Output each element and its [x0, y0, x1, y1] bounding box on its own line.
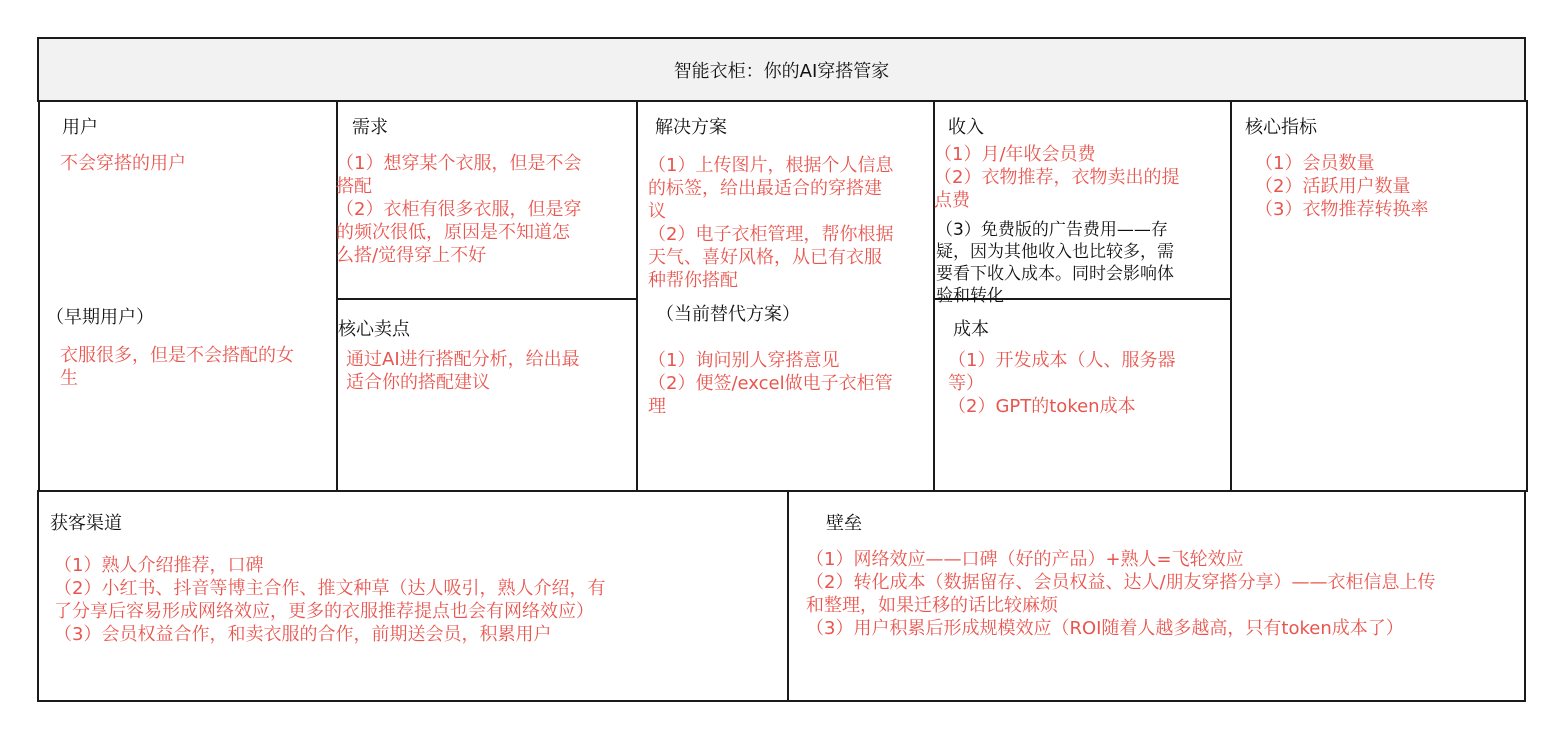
needs-text: （1）想穿某个衣服，但是不会 搭配 （2）衣柜有很多衣服，但是穿 的频次很低，原因是不知道怎 么搭/觉得穿上不好	[336, 153, 582, 266]
selling-point-text: 通过AI进行搭配分析，给出最 适合你的搭配建议	[346, 349, 580, 393]
canvas-title: 智能衣柜：你的AI穿搭管家	[673, 60, 890, 82]
needs-heading: 需求	[352, 117, 388, 138]
solution-heading: 解决方案	[655, 117, 727, 138]
alt-solution-heading: （当前替代方案）	[656, 304, 800, 325]
revenue-heading: 收入	[948, 117, 984, 138]
metrics-text: （1）会员数量 （2）活跃用户数量 （3）衣物推荐转换率	[1255, 153, 1429, 220]
early-user-text: 衣服很多，但是不会搭配的女 生	[60, 345, 294, 389]
barrier-text: （1）网络效应——口碑（好的产品）+熟人=飞轮效应 （2）转化成本（数据留存、会员权益、达人/朋友穿搭分享）——衣柜信息上传 和整理，如果迁移的话比较麻烦 （3）用户积累后形成规模效应（ROI随着人越多越高，只有token成本了）	[806, 549, 1436, 639]
revenue-text: （1）月/年收会员费 （2）衣物推荐，衣物卖出的提 点费	[934, 144, 1180, 211]
cost-text: （1）开发成本（人、服务器 等） （2）GPT的token成本	[948, 350, 1176, 417]
revenue-note: （3）免费版的广告费用——存 疑，因为其他收入也比较多，需 要看下收入成本。同时会影响体 验和转化	[936, 220, 1174, 306]
alt-solution-text: （1）询问别人穿搭意见 （2）便签/excel做电子衣柜管 理	[648, 350, 893, 417]
early-user-heading: （早期用户）	[46, 307, 154, 328]
channels-text: （1）熟人介绍推荐，口碑 （2）小红书、抖音等博主合作、推文种草（达人吸引，熟人介绍，有 了分享后容易形成网络效应，更多的衣服推荐提点也会有网络效应） （3）会员权益合作，和卖衣服的合作，前期送会员，积累用户	[54, 555, 606, 645]
selling-point-heading: 核心卖点	[338, 319, 410, 340]
canvas-title-box	[37, 37, 1526, 102]
metrics-heading: 核心指标	[1245, 117, 1317, 138]
user-target: 不会穿搭的用户	[60, 153, 186, 174]
cost-heading: 成本	[953, 319, 989, 340]
solution-text: （1）上传图片，根据个人信息 的标签，给出最适合的穿搭建 议 （2）电子衣柜管理，帮你根据 天气、喜好风格，从已有衣服 种帮你搭配	[648, 155, 894, 291]
channels-heading: 获客渠道	[50, 513, 122, 534]
user-heading: 用户	[62, 117, 98, 138]
barrier-heading: 壁垒	[826, 513, 862, 534]
